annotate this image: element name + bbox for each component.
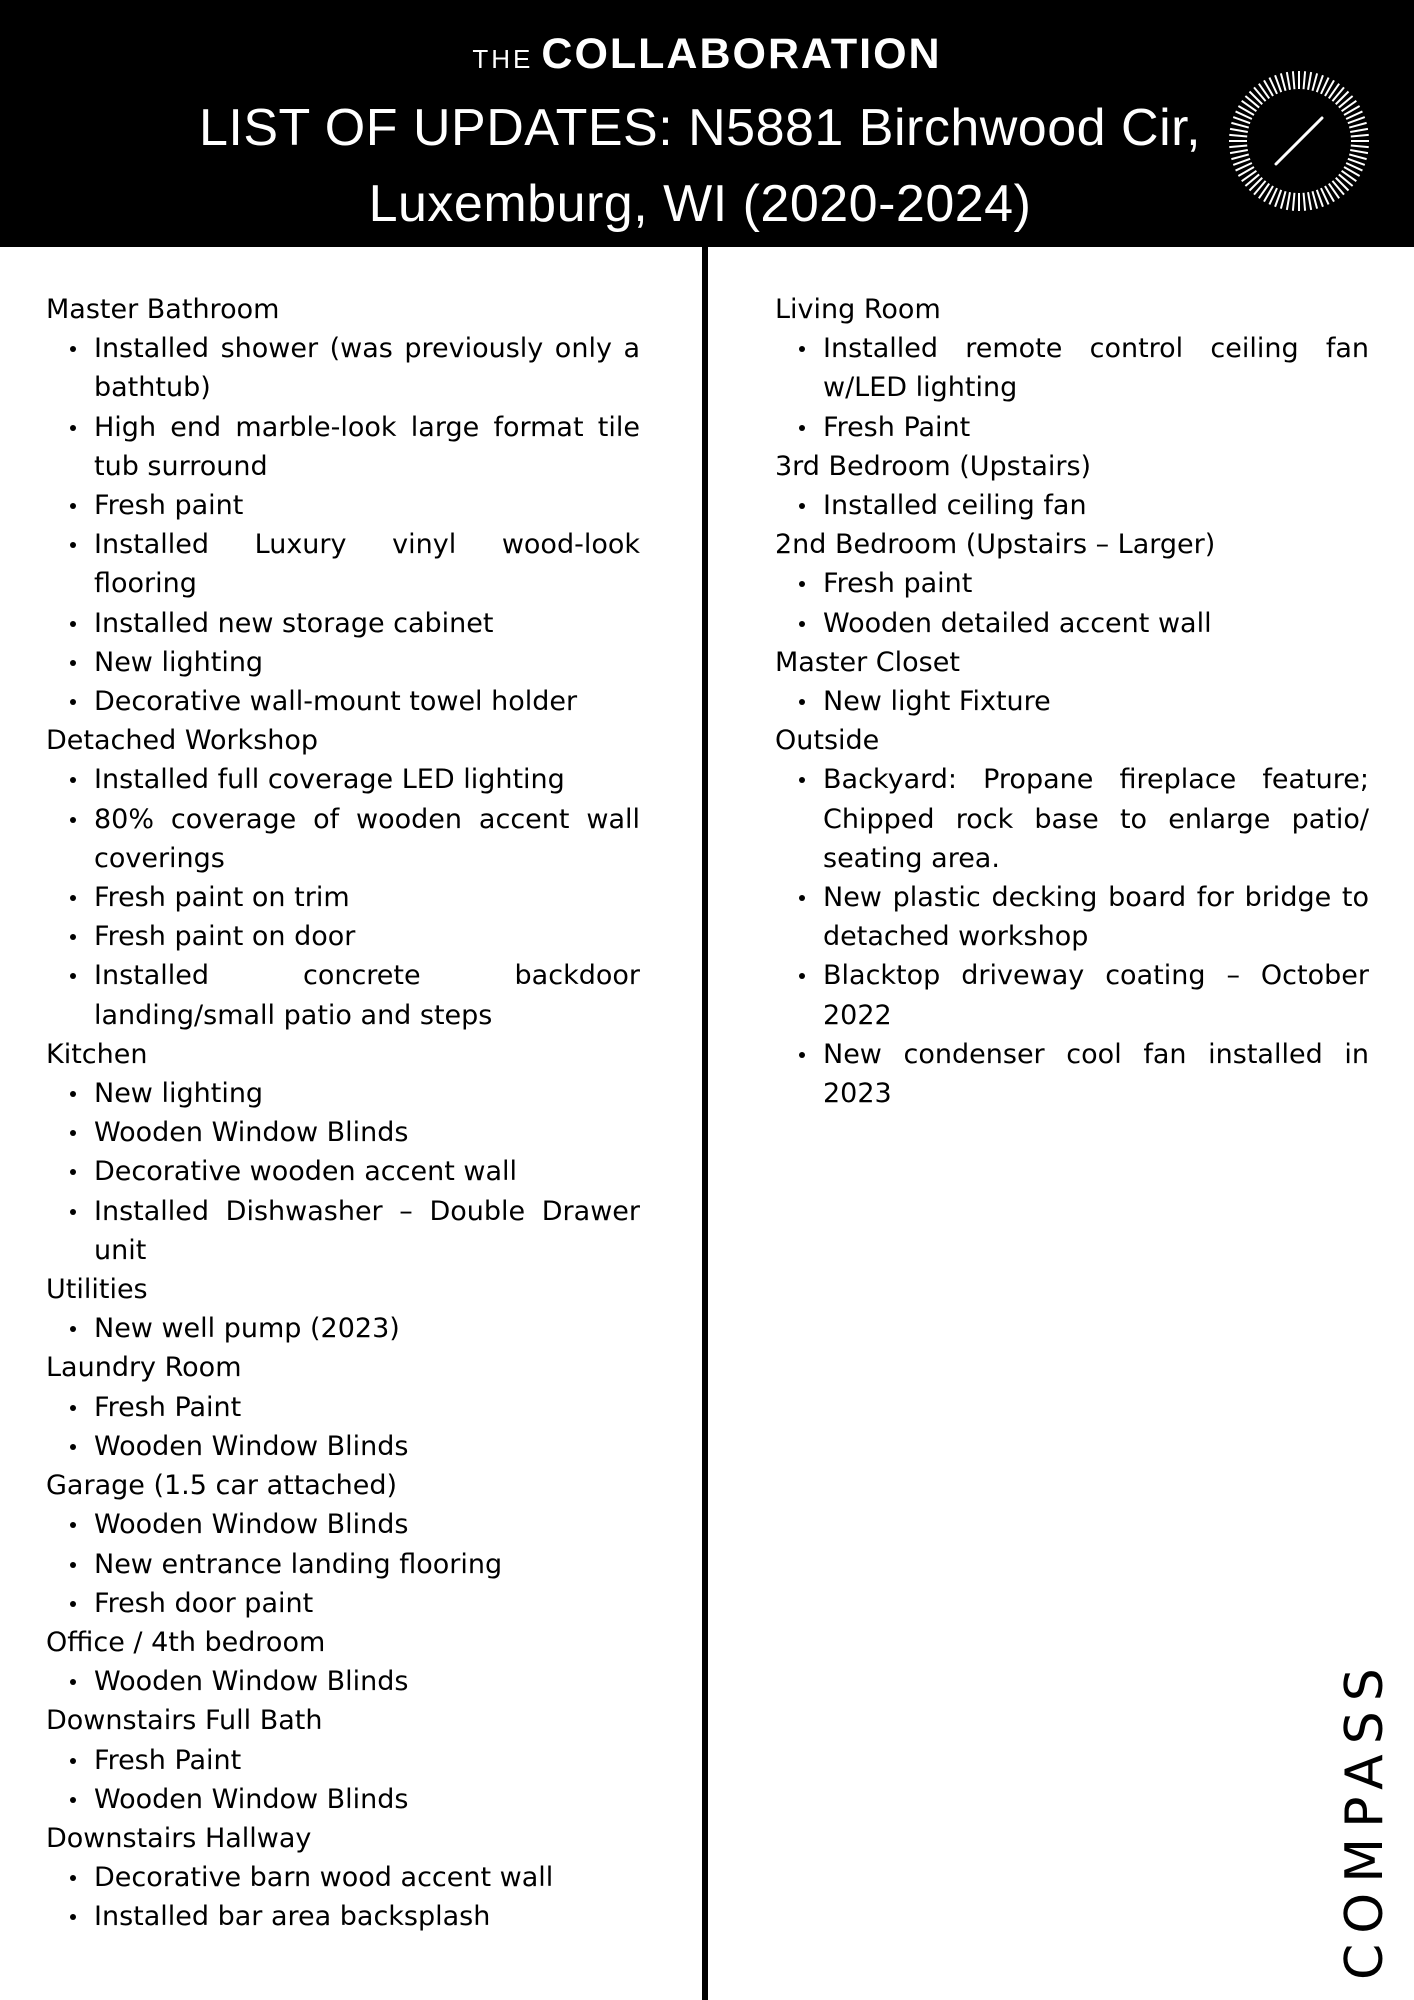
dial-tick	[1281, 191, 1286, 208]
dial-tick	[1281, 73, 1286, 90]
dial-tick	[1229, 135, 1247, 137]
dial-tick	[1293, 71, 1295, 89]
dial-tick	[1312, 73, 1317, 90]
section-title: Laundry Room	[46, 1352, 242, 1384]
update-item: Wooden Window Blinds	[46, 1662, 640, 1701]
update-item: Wooden Window Blinds	[46, 1427, 640, 1466]
update-list	[46, 1309, 640, 1348]
update-item: Wooden Window Blinds	[46, 1113, 640, 1152]
update-section	[775, 721, 1369, 1113]
dial-tick	[1312, 191, 1317, 208]
dial-tick	[1308, 192, 1311, 210]
dial-tick	[1349, 123, 1366, 128]
update-list	[46, 329, 640, 721]
section-title: Living Room	[775, 294, 941, 325]
update-section	[46, 1466, 640, 1623]
dial-tick	[1350, 129, 1368, 132]
section-title: Outside	[775, 725, 880, 757]
update-list	[46, 1388, 640, 1466]
update-item: New well pump (2023)	[46, 1309, 640, 1348]
update-item: Installed Dishwasher – Double Drawer unit	[46, 1192, 640, 1270]
page-title	[170, 90, 1230, 242]
update-item: New condenser cool fan installed in 2023	[775, 1035, 1369, 1113]
update-item: Decorative barn wood accent wall	[46, 1858, 640, 1897]
update-section	[46, 1819, 640, 1937]
dial-tick	[1293, 193, 1295, 211]
header-banner	[0, 0, 1414, 247]
section-title: 2nd Bedroom (Upstairs – Larger)	[775, 529, 1216, 561]
page-title-line1: LIST OF UPDATES: N5881 Birchwood Cir,	[198, 99, 1202, 157]
dial-tick	[1229, 146, 1247, 148]
update-item: Fresh paint	[46, 486, 640, 525]
update-item: Decorative wooden accent wall	[46, 1152, 640, 1191]
dial-tick	[1230, 150, 1248, 153]
dial-tick	[1350, 150, 1368, 153]
update-item: Installed Luxury vinyl wood-look flooring	[46, 525, 640, 603]
update-list	[46, 1741, 640, 1819]
update-item: Fresh paint on door	[46, 917, 640, 956]
update-section	[46, 1270, 640, 1348]
update-item: Installed full coverage LED lighting	[46, 760, 640, 799]
section-title: Utilities	[46, 1274, 148, 1306]
left-column	[46, 290, 640, 1937]
update-list	[775, 760, 1369, 1113]
dial-tick	[1308, 72, 1311, 90]
update-item: Blacktop driveway coating – October 2022	[775, 956, 1369, 1034]
brand-prefix: THE	[472, 44, 534, 74]
right-column	[775, 290, 1369, 1113]
brand-name: COLLABORATION	[541, 30, 942, 78]
column-divider	[702, 247, 708, 2000]
update-item: Installed new storage cabinet	[46, 604, 640, 643]
section-title: Office / 4th bedroom	[46, 1626, 326, 1658]
compass-logo: COMPASS	[1335, 1658, 1395, 1980]
update-section	[775, 447, 1369, 525]
section-title: Kitchen	[46, 1038, 148, 1070]
update-item: Wooden Window Blinds	[46, 1780, 640, 1819]
section-title: Master Bathroom	[46, 294, 280, 325]
update-section	[775, 525, 1369, 643]
dial-tick	[1231, 154, 1248, 159]
dial-tick	[1230, 129, 1248, 132]
update-item: New entrance landing flooring	[46, 1545, 640, 1584]
update-list	[46, 1662, 640, 1701]
update-section	[46, 290, 640, 721]
update-item: Fresh paint on trim	[46, 878, 640, 917]
update-item: Backyard: Propane fireplace feature; Chipped rock base to enlarge patio/ seating area.	[775, 760, 1369, 878]
update-item: New lighting	[46, 1074, 640, 1113]
update-item: New light Fixture	[775, 682, 1369, 721]
update-item: New plastic decking board for bridge to detached workshop	[775, 878, 1369, 956]
update-item: Fresh Paint	[46, 1388, 640, 1427]
dial-tick	[1351, 135, 1369, 137]
update-item: Installed concrete backdoor landing/small patio and steps	[46, 956, 640, 1034]
update-list	[46, 760, 640, 1034]
dial-tick	[1351, 146, 1369, 148]
section-title: 3rd Bedroom (Upstairs)	[775, 450, 1092, 482]
dial-tick	[1304, 71, 1306, 89]
section-title: Downstairs Hallway	[46, 1822, 312, 1854]
dial-tick	[1304, 193, 1306, 211]
update-section	[46, 1623, 640, 1701]
update-item: Fresh paint	[775, 564, 1369, 603]
update-list	[775, 486, 1369, 525]
update-list	[46, 1505, 640, 1623]
page-title-line2: Luxemburg, WI (2020-2024)	[368, 175, 1032, 233]
update-item: New lighting	[46, 643, 640, 682]
update-item: Installed remote control ceiling fan w/LED lighting	[775, 329, 1369, 407]
section-title: Detached Workshop	[46, 725, 319, 757]
section-title: Master Closet	[775, 646, 960, 678]
update-item: Installed ceiling fan	[775, 486, 1369, 525]
update-item: Installed bar area backsplash	[46, 1897, 640, 1936]
dial-tick	[1287, 72, 1290, 90]
update-section	[775, 643, 1369, 721]
update-item: Wooden detailed accent wall	[775, 604, 1369, 643]
dial-tick	[1349, 154, 1366, 159]
section-title: Downstairs Full Bath	[46, 1705, 323, 1737]
update-item: Decorative wall-mount towel holder	[46, 682, 640, 721]
update-item: Fresh door paint	[46, 1584, 640, 1623]
update-item: Installed shower (was previously only a bathtub)	[46, 329, 640, 407]
update-section	[46, 1348, 640, 1466]
dial-tick	[1287, 192, 1290, 210]
update-section	[46, 1035, 640, 1270]
section-title: Garage (1.5 car attached)	[46, 1470, 398, 1502]
update-item: 80% coverage of wooden accent wall coverings	[46, 800, 640, 878]
update-section	[775, 290, 1369, 447]
update-list	[46, 1074, 640, 1270]
update-list	[775, 564, 1369, 642]
dial-tick	[1231, 123, 1248, 128]
update-section	[46, 721, 640, 1035]
update-item: Fresh Paint	[775, 408, 1369, 447]
update-list	[46, 1858, 640, 1936]
update-list	[775, 329, 1369, 447]
collaboration-dial-icon	[1228, 70, 1370, 212]
brand-wordmark	[0, 26, 1414, 87]
update-list	[775, 682, 1369, 721]
update-section	[46, 1701, 640, 1819]
update-item: Wooden Window Blinds	[46, 1505, 640, 1544]
update-item: Fresh Paint	[46, 1741, 640, 1780]
update-item: High end marble-look large format tile tub surround	[46, 408, 640, 486]
